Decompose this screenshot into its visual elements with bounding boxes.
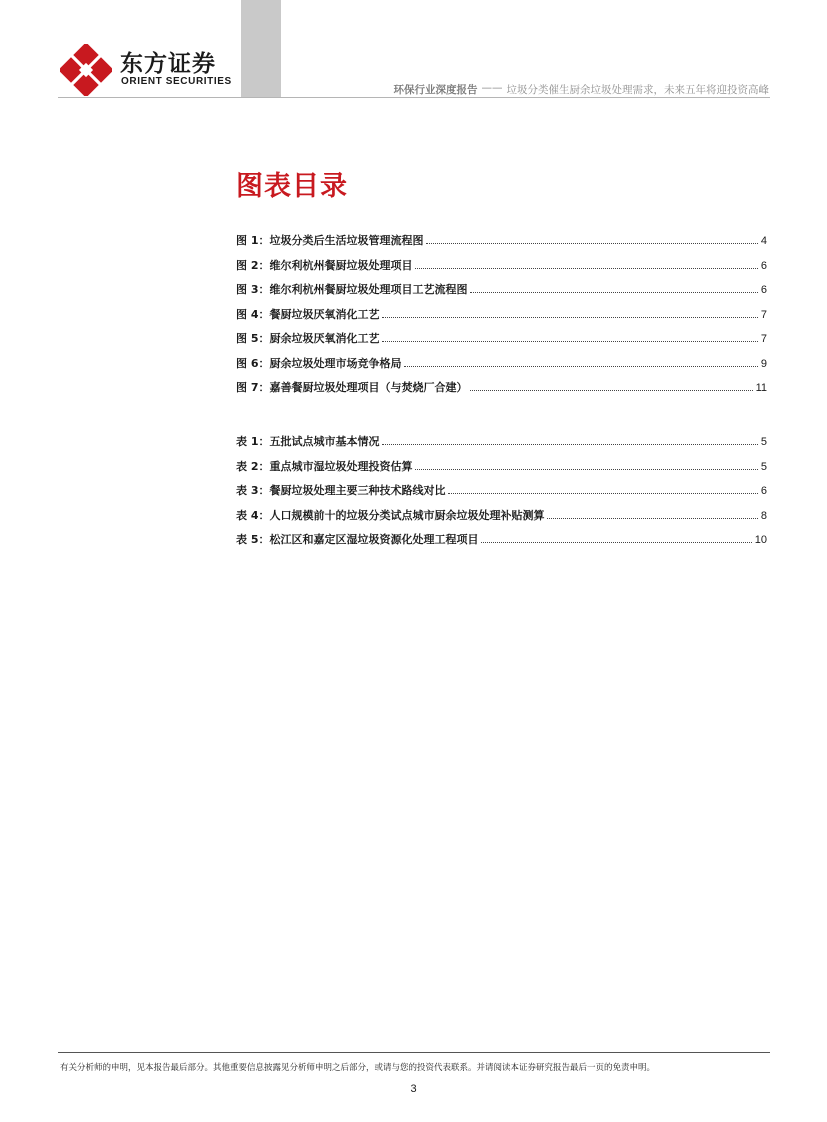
header-gray-tab [241, 0, 281, 97]
dot-leader [415, 469, 757, 470]
dot-leader [470, 390, 752, 391]
toc-entry-page: 4 [760, 235, 767, 247]
dot-leader [382, 317, 757, 318]
report-title: 垃圾分类催生厨余垃圾处理需求，未来五年将迎投资高峰 [506, 84, 769, 96]
footer-disclaimer: 有关分析师的申明，见本报告最后部分。其他重要信息披露见分析师申明之后部分，或请与您的投资代表联系。并请阅读本证券研究报告最后一页的免责申明。 [60, 1063, 656, 1073]
toc-entry-page: 6 [760, 259, 767, 272]
footer-divider [58, 1052, 770, 1053]
table-list [236, 433, 767, 556]
dot-leader [470, 292, 757, 293]
toc-entry-label: 表 2：重点城市湿垃圾处理投资估算 [236, 459, 413, 473]
toc-entry-table[interactable] [236, 482, 767, 507]
toc-entry-label: 表 3：餐厨垃圾处理主要三种技术路线对比 [236, 484, 446, 497]
toc-entry-figure[interactable] [236, 257, 767, 282]
toc-entry-label: 图 1：垃圾分类后生活垃圾管理流程图 [236, 234, 424, 247]
dot-leader [426, 243, 757, 244]
toc-entry-figure[interactable] [236, 355, 767, 380]
toc-entry-figure[interactable] [236, 306, 767, 331]
toc-entry-label: 表 4：人口规模前十的垃圾分类试点城市厨余垃圾处理补贴测算 [236, 508, 545, 522]
toc-entry-label: 图 5：厨余垃圾厌氧消化工艺 [236, 332, 380, 345]
dot-leader [547, 518, 757, 519]
header-separator: —— [481, 82, 503, 94]
toc-entry-page: 6 [760, 485, 767, 497]
toc-entry-table[interactable] [236, 507, 767, 532]
page-number: 3 [410, 1083, 417, 1095]
toc-entry-page: 7 [760, 308, 767, 321]
toc-entry-table[interactable] [236, 531, 767, 556]
toc-entry-figure[interactable] [236, 379, 767, 404]
toc-entry-page: 11 [755, 382, 767, 394]
dot-leader [448, 493, 757, 494]
dot-leader [382, 444, 757, 445]
toc-entry-label: 图 7：嘉善餐厨垃圾处理项目（与焚烧厂合建） [236, 381, 468, 394]
toc-entry-page: 7 [760, 333, 767, 345]
dot-leader [481, 542, 751, 543]
toc-entry-label: 表 1：五批试点城市基本情况 [236, 435, 380, 448]
dot-leader [382, 341, 757, 342]
toc-entry-figure[interactable] [236, 281, 767, 306]
toc-entry-page: 8 [760, 509, 767, 522]
toc-entry-table[interactable] [236, 433, 767, 458]
toc-entry-figure[interactable] [236, 330, 767, 355]
toc-entry-page: 10 [754, 534, 767, 546]
toc-entry-page: 9 [760, 357, 767, 370]
header-divider [58, 97, 770, 98]
figure-list [236, 232, 767, 404]
dot-leader [415, 268, 757, 269]
report-type: 环保行业深度报告 [393, 84, 478, 96]
toc-entry-label: 图 3：维尔利杭州餐厨垃圾处理项目工艺流程图 [236, 283, 468, 296]
orient-securities-logo-icon [60, 44, 112, 96]
toc-entry-page: 5 [760, 460, 767, 473]
toc-entry-page: 5 [760, 436, 767, 448]
toc-entry-label: 图 6：厨余垃圾处理市场竞争格局 [236, 356, 402, 370]
brand-name-en: ORIENT SECURITIES [121, 76, 232, 87]
toc-entry-figure[interactable] [236, 232, 767, 257]
report-header [394, 82, 770, 97]
toc-entry-page: 6 [760, 284, 767, 296]
toc-entry-label: 表 5：松江区和嘉定区湿垃圾资源化处理工程项目 [236, 533, 479, 546]
dot-leader [404, 366, 757, 367]
brand-name-cn: 东方证券 [120, 51, 216, 77]
toc-entry-label: 图 2：维尔利杭州餐厨垃圾处理项目 [236, 258, 413, 272]
toc-title: 图表目录 [236, 171, 348, 202]
toc-entry-label: 图 4：餐厨垃圾厌氧消化工艺 [236, 307, 380, 321]
toc-entry-table[interactable] [236, 458, 767, 483]
